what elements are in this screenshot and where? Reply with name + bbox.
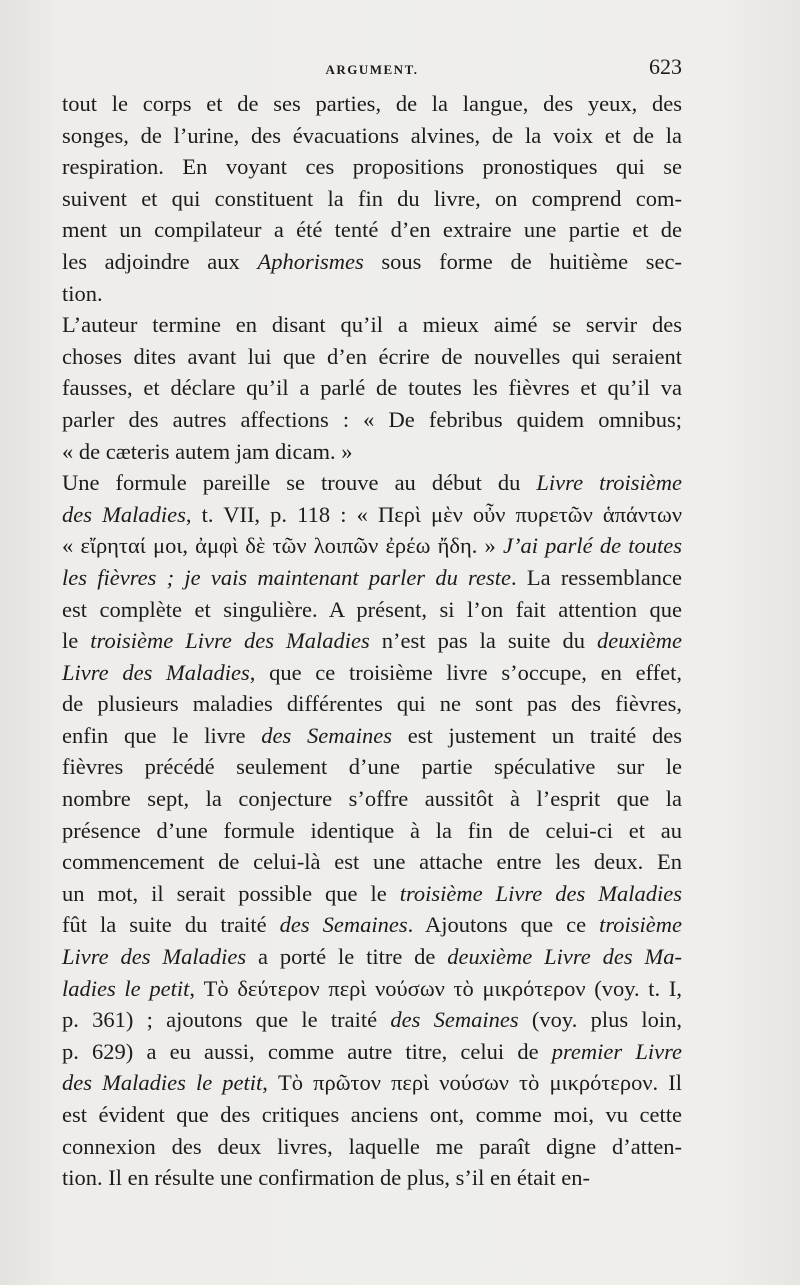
- text-line: commencement de celui-là est une attache entre les deux. En: [62, 849, 682, 875]
- text-line: Livre des Maladies a porté le titre de deuxième Livre des Ma-: [62, 944, 682, 970]
- text-line: tout le corps et de ses parties, de la langue, des yeux, des: [62, 91, 682, 116]
- text-line: est évident que des critiques anciens ont, comme moi, vu cette: [62, 1102, 682, 1127]
- text-line: nombre sept, la conjecture s’offre aussitôt à l’esprit que la: [62, 786, 682, 812]
- text-line: choses dites avant lui que d’en écrire de nouvelles qui seraient: [62, 343, 682, 369]
- paragraph: [62, 88, 682, 309]
- text-line: fièvres précédé seulement d’une partie spéculative sur le: [62, 754, 682, 780]
- text-line: tion.: [62, 280, 103, 306]
- text-line: des Maladies, t. VII, p. 118 : « Περὶ μὲν οὖν πυρετῶν ἁπάντων: [62, 501, 682, 527]
- text-line: présence d’une formule identique à la fin de celui-ci et au: [62, 817, 682, 843]
- text-line: « εἴρηταί μοι, ἀμφὶ δὲ τῶν λοιπῶν ἐρέω ἤδη. » J’ai parlé de toutes: [62, 533, 682, 559]
- text-line: suivent et qui constituent la fin du livre, on comprend com-: [62, 185, 682, 211]
- text-line: p. 361) ; ajoutons que le traité des Semaines (voy. plus loin,: [62, 1007, 683, 1033]
- text-line: fausses, et déclare qu’il a parlé de toutes les fièvres et qu’il va: [62, 375, 682, 401]
- text-line: respiration. En voyant ces propositions pronostiques qui se: [62, 154, 682, 180]
- text-line: fût la suite du traité des Semaines. Ajoutons que ce troisième: [62, 912, 683, 938]
- text-line: ladies le petit, Τὸ δεύτερον περὶ νούσων τὸ μικρότερον (voy. t. I,: [62, 975, 682, 1001]
- text-line: Une formule pareille se trouve au début du Livre troisième: [62, 470, 683, 496]
- text-line: p. 629) a eu aussi, comme autre titre, celui de premier Livre: [62, 1038, 683, 1064]
- text-line: enfin que le livre des Semaines est justement un traité des: [62, 722, 683, 748]
- page-header: [62, 54, 682, 84]
- body-text: [62, 88, 682, 1194]
- paragraph: [62, 467, 682, 1194]
- text-line: connexion des deux livres, laquelle me paraît digne d’atten-: [62, 1133, 682, 1159]
- text-line: L’auteur termine en disant qu’il a mieux aimé se servir des: [62, 312, 682, 338]
- text-line: le troisième Livre des Maladies n’est pas la suite du deuxième: [62, 628, 682, 654]
- text-line: songes, de l’urine, des évacuations alvines, de la voix et de la: [62, 122, 682, 148]
- text-line: Livre des Maladies, que ce troisième livre s’occupe, en effet,: [62, 659, 682, 685]
- paragraph: [62, 309, 682, 467]
- running-head: ARGUMENT.: [325, 62, 419, 77]
- text-line: ment un compilateur a été tenté d’en extraire une partie et de: [62, 217, 682, 243]
- page-number: 623: [649, 54, 682, 79]
- text-line: tion. Il en résulte une confirmation de plus, s’il en était en-: [62, 1165, 590, 1191]
- text-line: de plusieurs maladies différentes qui ne sont pas des fièvres,: [62, 691, 682, 717]
- text-line: « de cæteris autem jam dicam. »: [62, 438, 353, 464]
- text-line: est complète et singulière. A présent, si l’on fait attention que: [62, 596, 682, 622]
- text-line: les fièvres ; je vais maintenant parler du reste. La ressemblance: [62, 564, 683, 590]
- text-line: des Maladies le petit, Τὸ πρῶτον περὶ νούσων τὸ μικρότερον. Il: [62, 1070, 682, 1096]
- text-line: un mot, il serait possible que le troisième Livre des Maladies: [62, 880, 682, 906]
- text-line: les adjoindre aux Aphorismes sous forme de huitième sec-: [62, 248, 682, 274]
- text-line: parler des autres affections : « De febribus quidem omnibus;: [62, 406, 682, 432]
